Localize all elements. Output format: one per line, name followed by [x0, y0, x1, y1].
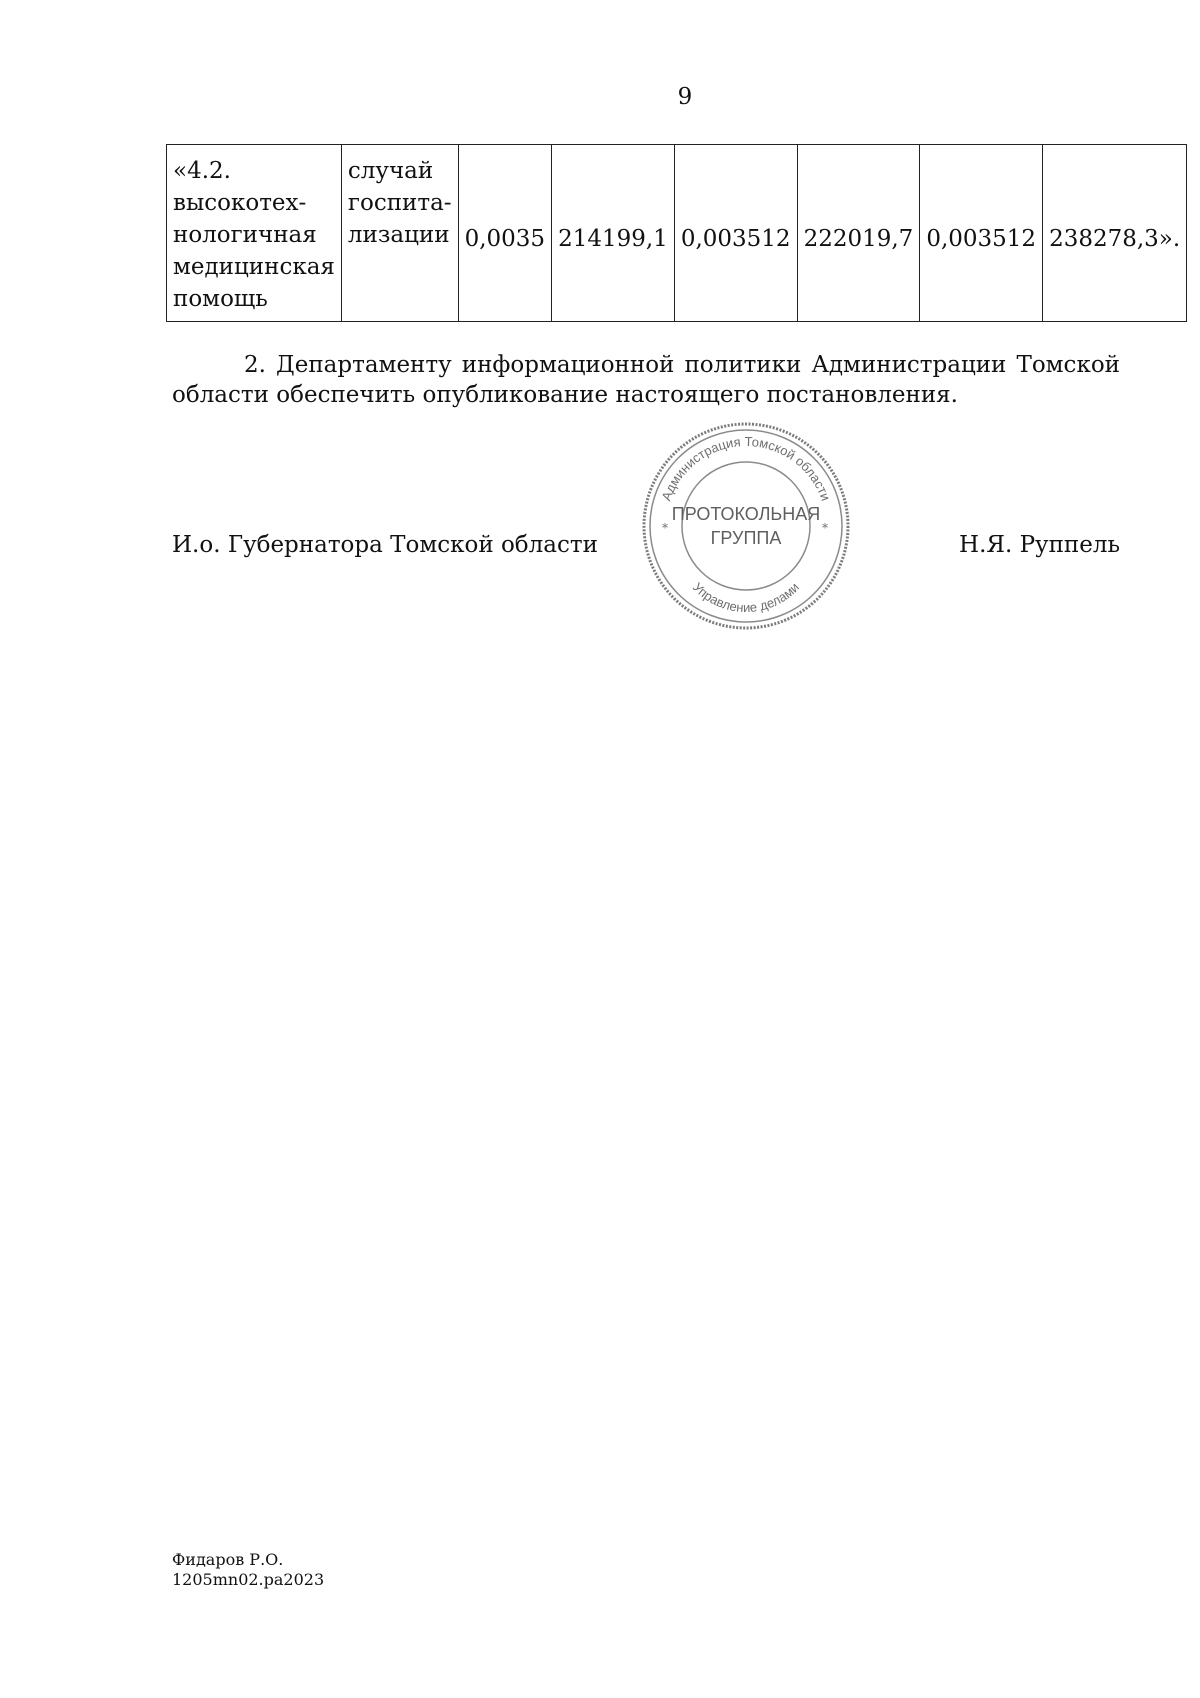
unit-cell: [341, 145, 458, 322]
unit-line: случай: [347, 158, 434, 184]
stamp-star-icon: *: [822, 521, 828, 535]
care-type-line: нологичная: [173, 222, 317, 248]
value-cell: 0,003512: [920, 145, 1043, 322]
care-type-line: медицинская: [173, 254, 335, 280]
footer: [172, 1550, 324, 1590]
value-cell: 0,0035: [458, 145, 551, 322]
care-type-line: «4.2.: [173, 158, 231, 184]
stamp-center-line2: ГРУППА: [710, 528, 782, 548]
value-cell: 0,003512: [674, 145, 797, 322]
norms-table: [166, 144, 1187, 322]
stamp-star-icon: *: [662, 521, 668, 535]
publication-paragraph: [172, 350, 1120, 410]
stamp-outer-bottom: Управление делами: [689, 579, 803, 616]
signatory-name: Н.Я. Руппель: [959, 532, 1120, 558]
value-cell: 238278,3».: [1043, 145, 1187, 322]
unit-line: госпита-: [347, 190, 452, 216]
footer-code: 1205mn02.pa2023: [172, 1570, 325, 1589]
stamp-outer-top: Администрация Томской области: [658, 433, 834, 503]
value-cell: 214199,1: [552, 145, 675, 322]
paragraph-text: 2. Департаменту информационной политики Администрации Томской области обеспечить опубликование настоящего постановления.: [172, 352, 1120, 408]
signatory-title: И.о. Губернатора Томской области: [172, 532, 598, 558]
footer-author: Фидаров Р.О.: [172, 1550, 284, 1569]
care-type-line: помощь: [173, 286, 268, 312]
stamp-center-line1: ПРОТОКОЛЬНАЯ: [671, 504, 821, 524]
care-type-cell: [167, 145, 342, 322]
value-cell: 222019,7: [797, 145, 920, 322]
official-stamp: [640, 420, 852, 632]
table-row: [167, 145, 1187, 322]
care-type-line: высокотех-: [173, 190, 307, 216]
page-number: 9: [677, 84, 693, 110]
unit-line: лизации: [347, 222, 450, 248]
